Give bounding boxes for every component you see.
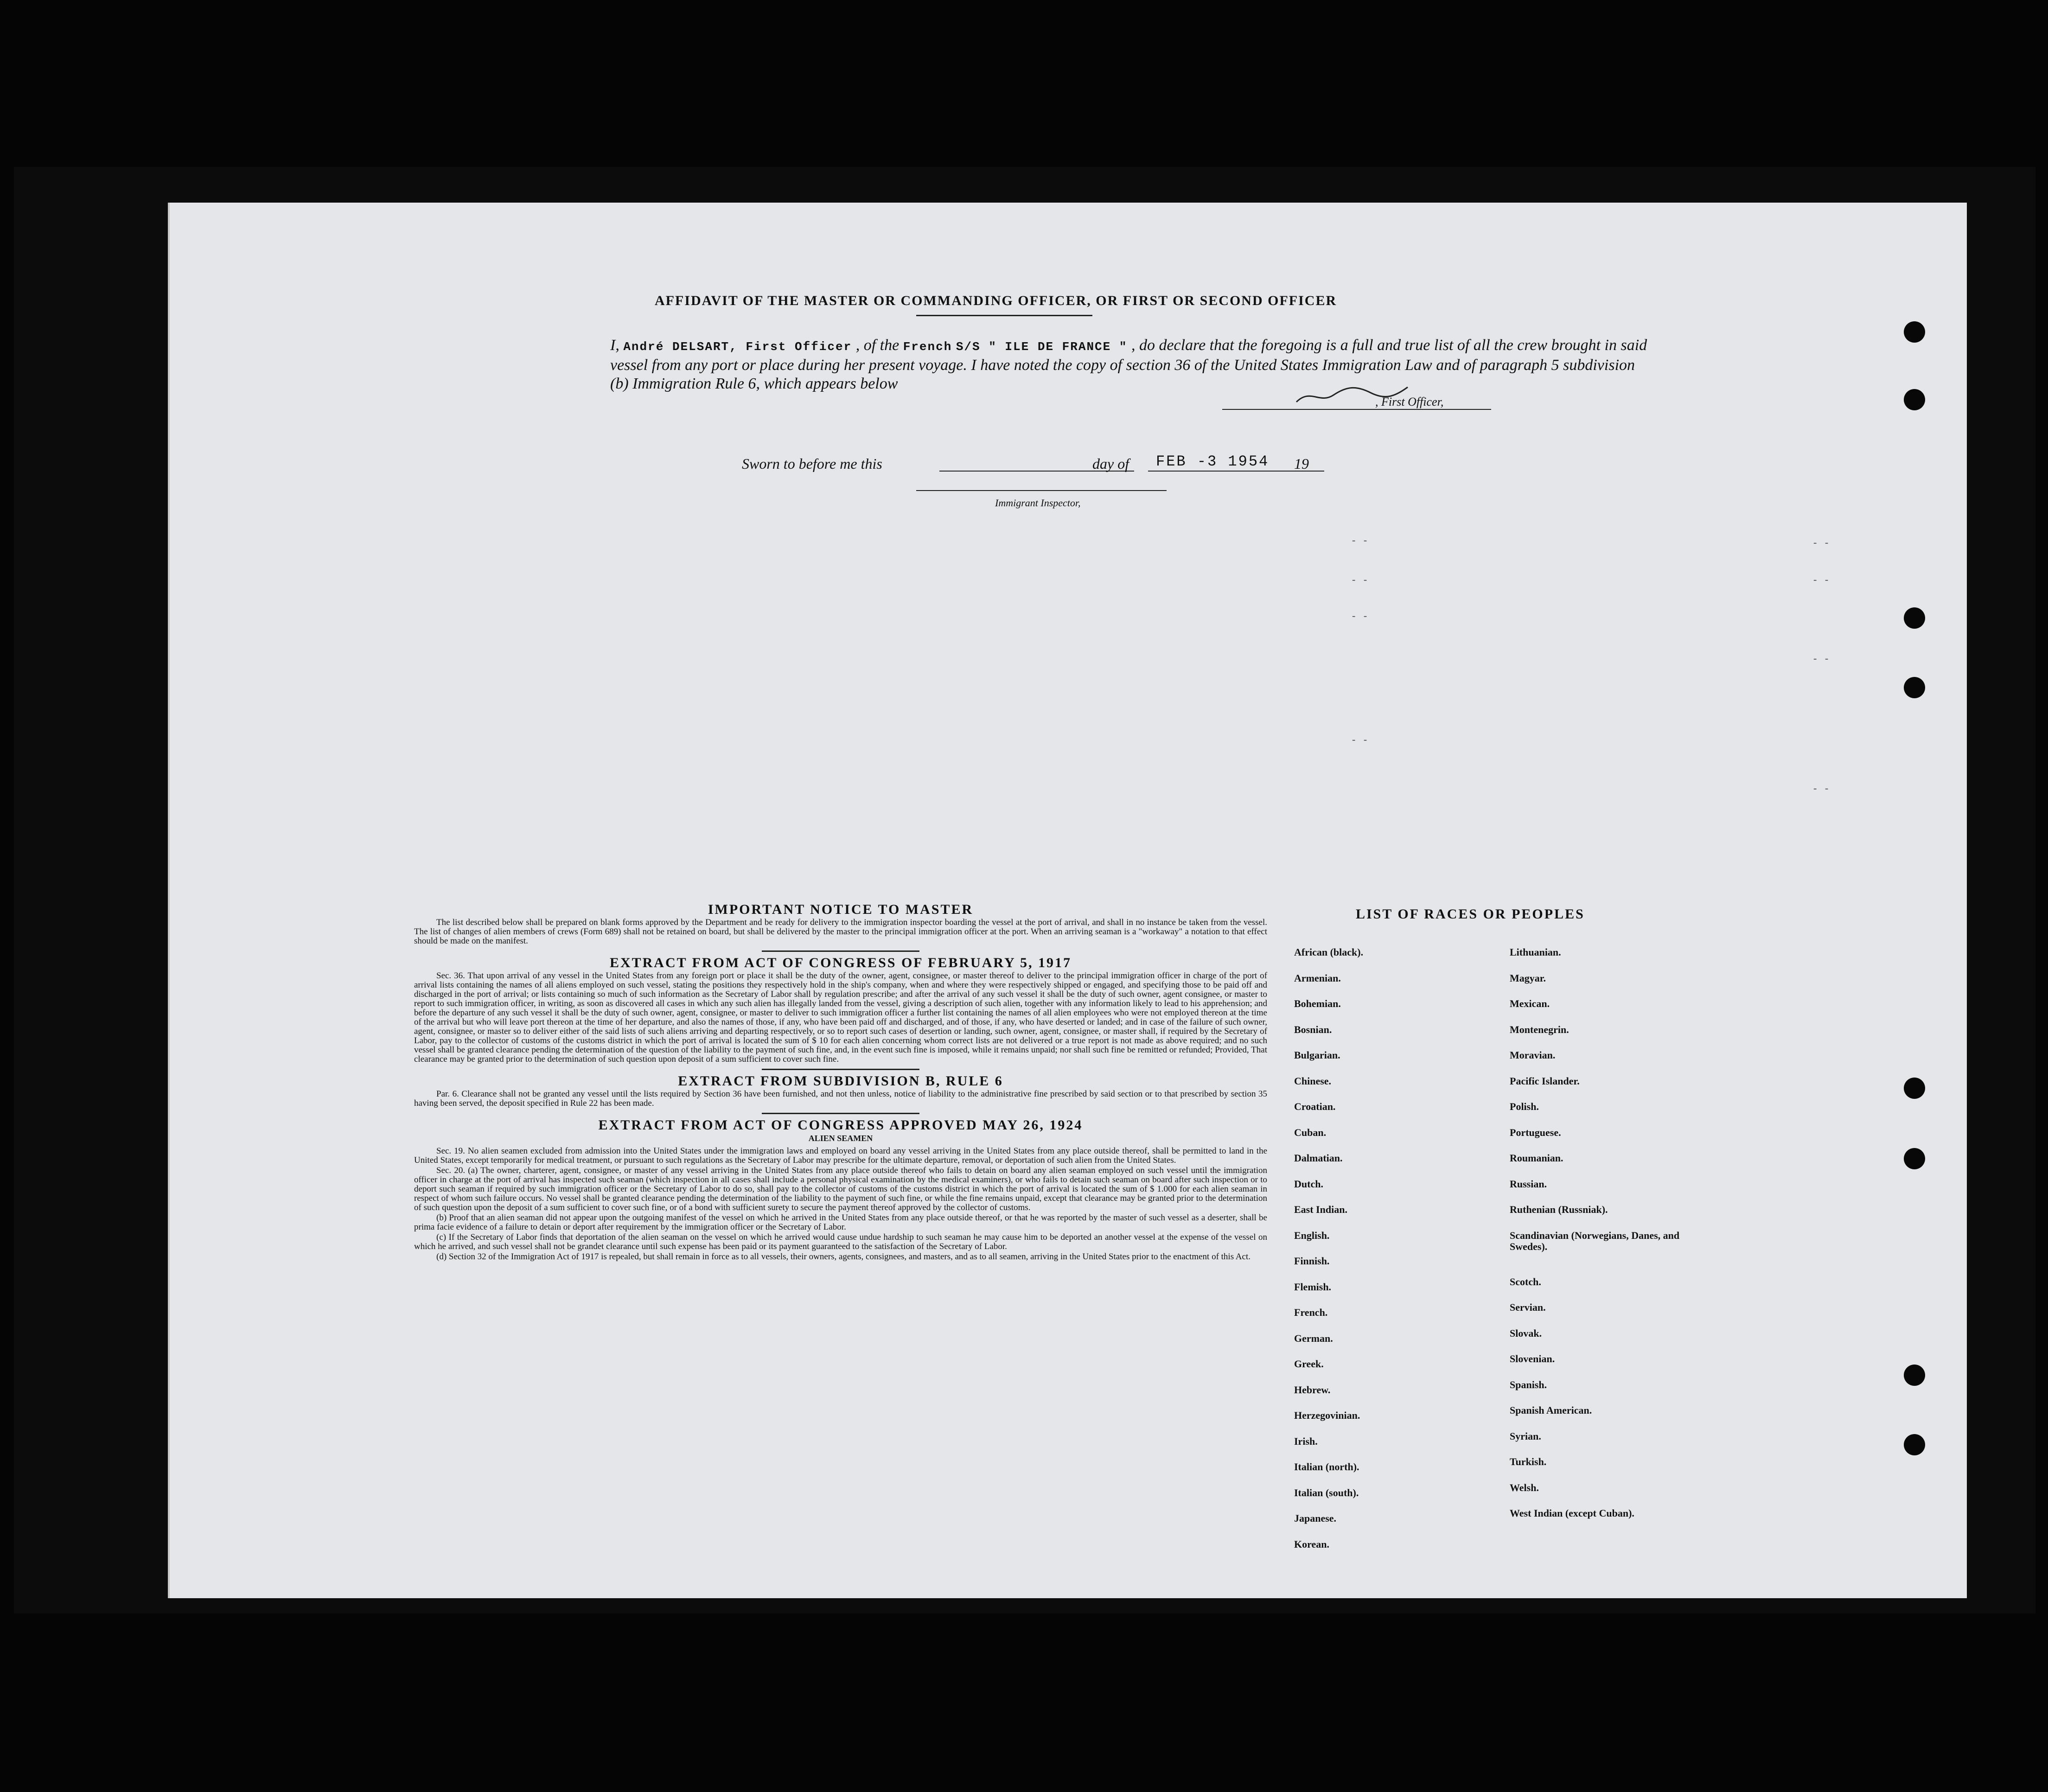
affidavit-title: AFFIDAVIT OF THE MASTER OR COMMANDING OFFICER, OR FIRST OR SECOND OFFICER: [655, 293, 1337, 308]
race-item: Hebrew.: [1294, 1384, 1331, 1396]
rule-6-title: EXTRACT FROM SUBDIVISION B, RULE 6: [678, 1073, 1003, 1089]
punch-hole: [1904, 1365, 1925, 1386]
date-stamp: FEB -3 1954: [1156, 453, 1270, 470]
punch-hole: [1904, 1078, 1925, 1099]
sec-20a-text: Sec. 20. (a) The owner, charterer, agent, consignee, or master of any vessel arriving in the United States from any place outside thereof who fails to detain on board any alien seaman employed on such vessel until the immigration officer in charge at the port of arrival has inspected such seaman (which inspection in all cases shall include a personal physical examination by the medical examiners), or who fails to detain such seaman on board after such inspection or to deport such seaman if required by such immigration officer or the Secretary of Labor to do so, shall pay to the collector of customs of the customs district in which the port of arrival is located the sum of $ 1.000 for each alien seaman in respect of whom such failure occurs. No vessel shall be granted clearance pending the determination of the liability to the payment of such fine, or while the fine remains unpaid, except that clearance may be granted prior to the determination of such question upon the deposit of a sum sufficient to cover such fine, or of a bond with sufficient surety to secure the payment thereof approved by the collector of customs.: [414, 1166, 1267, 1212]
race-item: Syrian.: [1510, 1430, 1541, 1442]
sworn-label: Sworn to before me this: [742, 455, 882, 472]
race-item: French.: [1294, 1307, 1328, 1318]
of-the-label: , of the: [855, 337, 900, 354]
race-item: Herzegovinian.: [1294, 1409, 1360, 1421]
race-item: Welsh.: [1510, 1481, 1539, 1493]
do-declare-label: , do declare: [1131, 337, 1206, 354]
act-1917-text: Sec. 36. That upon arrival of any vessel in the United States from any foreign port or place it shall be the duty of the owner, agent, consignee, or master thereof to deliver to the principal immigration officer in charge of the port of arrival lists containing the names of all aliens employed on such vessel, stating the positions they respectively hold in the ship's company, when and where they were respectively shipped or engaged, and specifying those to be paid off and discharged in the port of arrival; or lists containing so much of such information as the Secretary of Labor shall by regulation prescribe; and after the arrival of any such vessel it shall be the duty of such owner, agent consignee, or master to report to such immigration officer, in writing, as soon as discovered all cases in which any such alien has illegally landed from the vessel, giving a description of such alien, together with any information likely to lead to his apprehension; and before the departure of any such vessel it shall be the duty of such owner, agent, consignee, or master to deliver to such immigration officer a further list containing the names of all alien employees who were not employed thereon at the time of the arrival but who will leave port thereon at the time of her departure, and also the names of those, if any, who have been paid off and discharged, and of those, if any, who have deserted or landed; and in case of the failure of such owner, agent, consignee, or master so to deliver either of the said lists of such aliens arriving and departing respectively, or so to report such cases of desertion or landing, such owner, agent, consignee, or master shall, if required by the Secretary of Labor, pay to the collector of customs of the customs district in which the port of arrival is located the sum of $ 10 for each alien concerning whom correct lists are not delivered or a true report is not made as above required; and no such vessel shall be granted clearance pending the determination of the question of the liability to the payment of such fine, and, in the event such fine is imposed, while it remains unpaid; nor shall such fine be remitted or refunded; Provided, That clearance may be granted prior to the determination of such question upon deposit of a sum sufficient to cover such fine.: [414, 971, 1267, 1064]
declaration-text: that the foregoing is a full and true list of all the crew brought in said vessel from any port or place during her present voyage. I have noted the copy of section 36 of the United States Immigration Law and of paragraph 5 subdivision (b) Immigration Rule 6, which appears below: [610, 337, 1647, 392]
divider: [762, 1113, 919, 1114]
faint-mark: - -: [1352, 610, 1370, 621]
vessel-name: S/S " ILE DE FRANCE ": [956, 340, 1128, 354]
race-item: Montenegrin.: [1510, 1023, 1569, 1035]
signature-line: [1222, 409, 1491, 410]
race-item: Irish.: [1294, 1435, 1318, 1447]
faint-mark: - -: [1352, 534, 1370, 546]
title-underline: [916, 315, 1092, 316]
punch-hole: [1904, 1434, 1925, 1455]
race-item: Russian.: [1510, 1178, 1547, 1190]
punch-hole: [1904, 677, 1925, 698]
race-item: Portuguese.: [1510, 1126, 1561, 1138]
race-item: Bohemian.: [1294, 998, 1341, 1009]
notice-text: The list described below shall be prepared on blank forms approved by the Department and be ready for delivery to the immigration inspector boarding the vessel at the port of arrival, and shall in no instance be taken from the vessel. The list of changes of alien members of crews (Form 689) shall not be retained on board, but shall be delivered by the master to the principal immigration officer at the port. When an arriving seaman is a "workaway" a notation to that effect should be made on the manifest.: [414, 918, 1267, 946]
punch-hole: [1904, 321, 1925, 343]
race-item: Chinese.: [1294, 1075, 1332, 1087]
race-item: Greek.: [1294, 1358, 1324, 1370]
race-item: Armenian.: [1294, 972, 1341, 984]
race-item: Dalmatian.: [1294, 1152, 1343, 1164]
faint-mark: - -: [1352, 733, 1370, 745]
race-item: Turkish.: [1510, 1456, 1547, 1467]
divider: [762, 950, 919, 952]
races-title: LIST OF RACES OR PEOPLES: [1356, 906, 1585, 922]
race-item: German.: [1294, 1332, 1333, 1344]
race-item: Lithuanian.: [1510, 946, 1561, 958]
inspector-caption: Immigrant Inspector,: [995, 497, 1081, 509]
sec-20d-text: (d) Section 32 of the Immigration Act of 1917 is repealed, but shall remain in force as to all vessels, their owners, agents, consignees, and masters, and as to all seamen, arriving in the United States prior to the enactment of this Act.: [436, 1252, 1250, 1262]
race-item: Italian (south).: [1294, 1486, 1359, 1499]
faint-mark: - -: [1813, 536, 1831, 548]
notice-section: [414, 900, 1267, 1263]
race-item: Bosnian.: [1294, 1023, 1332, 1035]
inspector-line: [916, 490, 1167, 491]
race-item: Slovak.: [1510, 1327, 1542, 1339]
punch-hole: [1904, 1148, 1925, 1169]
race-item: Cuban.: [1294, 1126, 1327, 1138]
nationality: French: [903, 340, 952, 354]
race-item: Moravian.: [1510, 1049, 1556, 1061]
race-item: Flemish.: [1294, 1281, 1332, 1293]
faint-mark: - -: [1813, 652, 1831, 664]
race-item: East Indian.: [1294, 1204, 1347, 1215]
race-item: Spanish.: [1510, 1378, 1547, 1390]
race-item: Mexican.: [1510, 998, 1550, 1009]
punch-hole: [1904, 389, 1925, 410]
race-item: African (black).: [1294, 946, 1364, 958]
race-item: Scandinavian (Norwegians, Danes, and Swedes).: [1510, 1229, 1680, 1252]
year-prefix: 19: [1294, 455, 1309, 472]
races-left-column: [1294, 947, 1461, 1564]
race-item: Roumanian.: [1510, 1152, 1563, 1164]
race-item: Korean.: [1294, 1538, 1329, 1550]
punch-hole: [1904, 607, 1925, 629]
act-1917-title: EXTRACT FROM ACT OF CONGRESS OF FEBRUARY 5, 1917: [609, 955, 1072, 970]
notice-title: IMPORTANT NOTICE TO MASTER: [708, 902, 974, 917]
race-item: English.: [1294, 1229, 1330, 1241]
divider: [762, 1069, 919, 1070]
rule-6-text: Par. 6. Clearance shall not be granted any vessel until the lists required by Section 36 have been furnished, and not then unless, notice of liability to the administrative fine prescribed by said section or to that prescribed by section 35 having been served, the deposit specified in Rule 22 has been made.: [414, 1089, 1267, 1108]
race-item: West Indian (except Cuban).: [1510, 1507, 1634, 1519]
affidavit-i: I,: [610, 337, 619, 354]
races-right-column: [1510, 947, 1695, 1534]
race-item: Ruthenian (Russniak).: [1510, 1204, 1608, 1215]
race-item: Slovenian.: [1510, 1353, 1555, 1365]
faint-mark: - -: [1813, 574, 1831, 585]
race-item: Pacific Islander.: [1510, 1075, 1580, 1087]
day-of-label: day of: [1092, 455, 1129, 472]
sec-19-text: Sec. 19. No alien seamen excluded from admission into the United States under the immigration laws and employed on board any vessel arriving in the United States from any place outside thereof, shall be permitted to land in the United States, except temporarily for medical treatment, or pursuant to such regulations as the Secretary of Labor may prescribe for the ultimate departure, removal, or deportation of such alien from the United States.: [414, 1146, 1267, 1165]
race-item: Dutch.: [1294, 1178, 1323, 1190]
race-item: Polish.: [1510, 1101, 1539, 1112]
signature-caption: , First Officer,: [1375, 395, 1444, 408]
race-item: Italian (north).: [1294, 1461, 1359, 1473]
act-1924-title: EXTRACT FROM ACT OF CONGRESS APPROVED MAY 26, 1924: [598, 1117, 1083, 1133]
race-item: Scotch.: [1510, 1275, 1541, 1288]
race-item: Bulgarian.: [1294, 1049, 1340, 1061]
race-item: Servian.: [1510, 1301, 1546, 1313]
race-item: Magyar.: [1510, 972, 1546, 984]
sec-20b-text: (b) Proof that an alien seaman did not appear upon the outgoing manifest of the vessel on which he arrived in the United States from any place outside thereof, or that he was reported by the master of such vessel as a deserter, shall be prima facie evidence of a failure to detain or deport after requirement by the immigration officer or the Secretary of Labor.: [414, 1213, 1267, 1232]
race-item: Finnish.: [1294, 1255, 1330, 1267]
affidavit-statement: [610, 336, 1649, 393]
officer-name: André DELSART, First Officer: [623, 340, 852, 354]
race-item: Croatian.: [1294, 1101, 1336, 1112]
alien-seamen-subtitle: ALIEN SEAMEN: [808, 1134, 873, 1143]
race-item: Japanese.: [1294, 1512, 1337, 1524]
faint-mark: - -: [1813, 782, 1831, 794]
sec-20c-text: (c) If the Secretary of Labor finds that deportation of the alien seaman on the vessel on which he arrived would cause undue hardship to such seaman he may cause him to be deported an another vessel at the expense of the vessel on which he arrived, and such vessel shall not be grandet clearance until such expense has been paid or its payment guaranteed to the satisfaction of the Secretary of Labor.: [414, 1232, 1267, 1251]
faint-mark: - -: [1352, 574, 1370, 585]
document-page: [168, 203, 1967, 1598]
race-item: Spanish American.: [1510, 1404, 1592, 1416]
